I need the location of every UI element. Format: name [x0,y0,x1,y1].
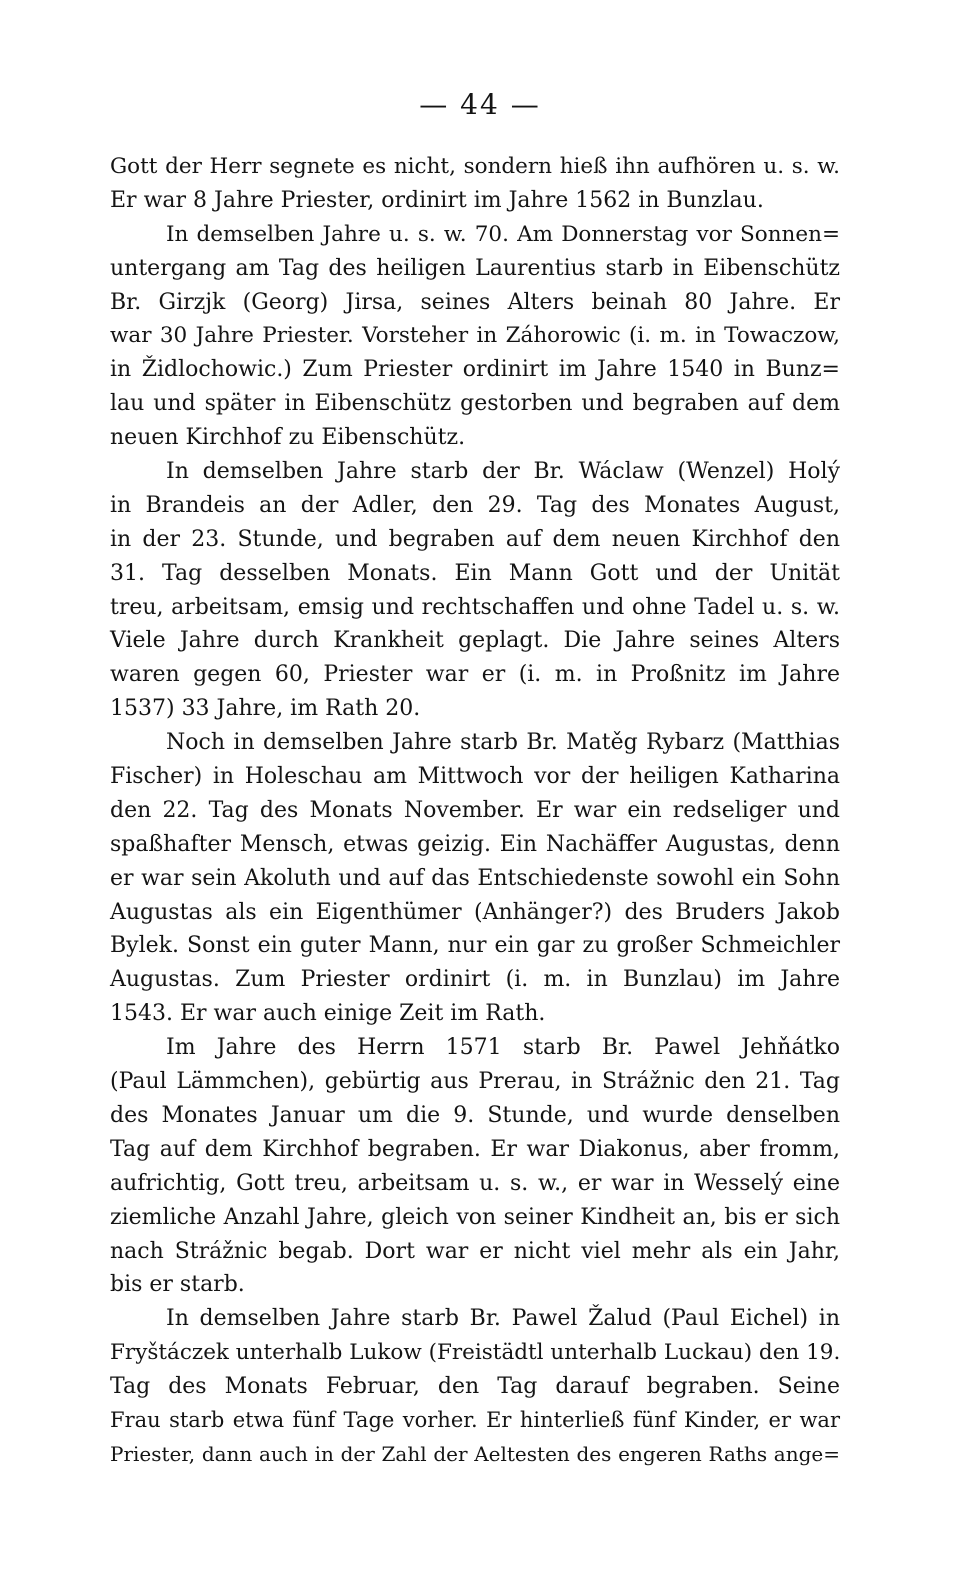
text-line: Er war 8 Jahre Priester, ordinirt im Jahre 1562 in Bunzlau. [110,187,764,213]
text-line: Noch in demselben Jahre starb Br. Matěg Rybarz (Matthias [166,730,840,756]
text-line: Augustas. Zum Priester ordinirt (i. m. in Bunzlau) im Jahre [110,967,840,993]
text-line: Bylek. Sonst ein guter Mann, nur ein gar zu großer Schmeichler [110,933,840,959]
text-line: Gott der Herr segnete es nicht, sondern hieß ihn aufhören u. s. w. [110,154,840,179]
text-line: neuen Kirchhof zu Eibenschütz. [110,425,466,451]
text-line: Fryštáczek unterhalb Lukow (Freistädtl unterhalb Luckau) den 19. [110,1340,841,1366]
text-line: nach Strážnic begab. Dort war er nicht viel mehr als ein Jahr, [110,1238,840,1264]
text-line: aufrichtig, Gott treu, arbeitsam u. s. w., er war in Wesselý eine [110,1170,840,1196]
text-line: war 30 Jahre Priester. Vorsteher in Záhorowic (i. m. in Towaczow, [110,323,840,349]
text-line: Frau starb etwa fünf Tage vorher. Er hinterließ fünf Kinder, er war [110,1407,840,1432]
body-text [110,150,840,1472]
text-line: In demselben Jahre starb Br. Pawel Žalud (Paul Eichel) in [166,1306,840,1332]
text-line: Augustas als ein Eigenthümer (Anhänger?) des Bruders Jakob [110,899,840,925]
text-line: spaßhafter Mensch, etwas geizig. Ein Nachäffer Augustas, denn [110,831,840,857]
text-line: (Paul Lämmchen), gebürtig aus Prerau, in Strážnic den 21. Tag [110,1069,840,1095]
text-line: er war sein Akoluth und auf das Entschiedenste sowohl ein Sohn [110,865,840,891]
text-line: ziemliche Anzahl Jahre, gleich von seiner Kindheit an, bis er sich [110,1204,840,1230]
text-line: In demselben Jahre starb der Br. Wáclaw (Wenzel) Holý [166,459,840,485]
text-line: Viele Jahre durch Krankheit geplagt. Die Jahre seines Alters [110,628,840,654]
text-line: Br. Girzjk (Georg) Jirsa, seines Alters beinah 80 Jahre. Er [110,289,840,315]
text-line: Tag des Monats Februar, den Tag darauf begraben. Seine [110,1374,840,1400]
text-line: In demselben Jahre u. s. w. 70. Am Donnerstag vor Sonnen= [166,221,840,247]
text-line: treu, arbeitsam, emsig und rechtschaffen und ohne Tadel u. s. w. [110,594,840,620]
text-line: waren gegen 60, Priester war er (i. m. in Proßnitz im Jahre [110,662,840,688]
text-line: untergang am Tag des heiligen Laurentius starb in Eibenschütz [110,255,840,281]
page-number: — 44 — [419,88,541,121]
text-line: Im Jahre des Herrn 1571 starb Br. Pawel Jehňátko [166,1035,840,1061]
text-line: 1543. Er war auch einige Zeit im Rath. [110,1001,546,1027]
text-line: in Židlochowic.) Zum Priester ordinirt im Jahre 1540 in Bunz= [110,357,840,383]
text-line: Fischer) in Holeschau am Mittwoch vor der heiligen Katharina [110,764,840,790]
text-line: in Brandeis an der Adler, den 29. Tag des Monates August, [110,492,840,518]
text-line: Priester, dann auch in der Zahl der Aeltesten des engeren Raths ange= [110,1441,840,1466]
text-line: des Monates Januar um die 9. Stunde, und wurde denselben [110,1102,840,1128]
text-line: in der 23. Stunde, und begraben auf dem neuen Kirchhof den [110,526,840,552]
text-line: bis er starb. [110,1272,245,1298]
text-line: den 22. Tag des Monats November. Er war ein redseliger und [110,797,840,823]
text-line: lau und später in Eibenschütz gestorben und begraben auf dem [110,391,840,417]
text-line: 1537) 33 Jahre, im Rath 20. [110,696,421,722]
text-line: Tag auf dem Kirchhof begraben. Er war Diakonus, aber fromm, [110,1136,840,1162]
text-line: 31. Tag desselben Monats. Ein Mann Gott und der Unität [110,560,840,586]
